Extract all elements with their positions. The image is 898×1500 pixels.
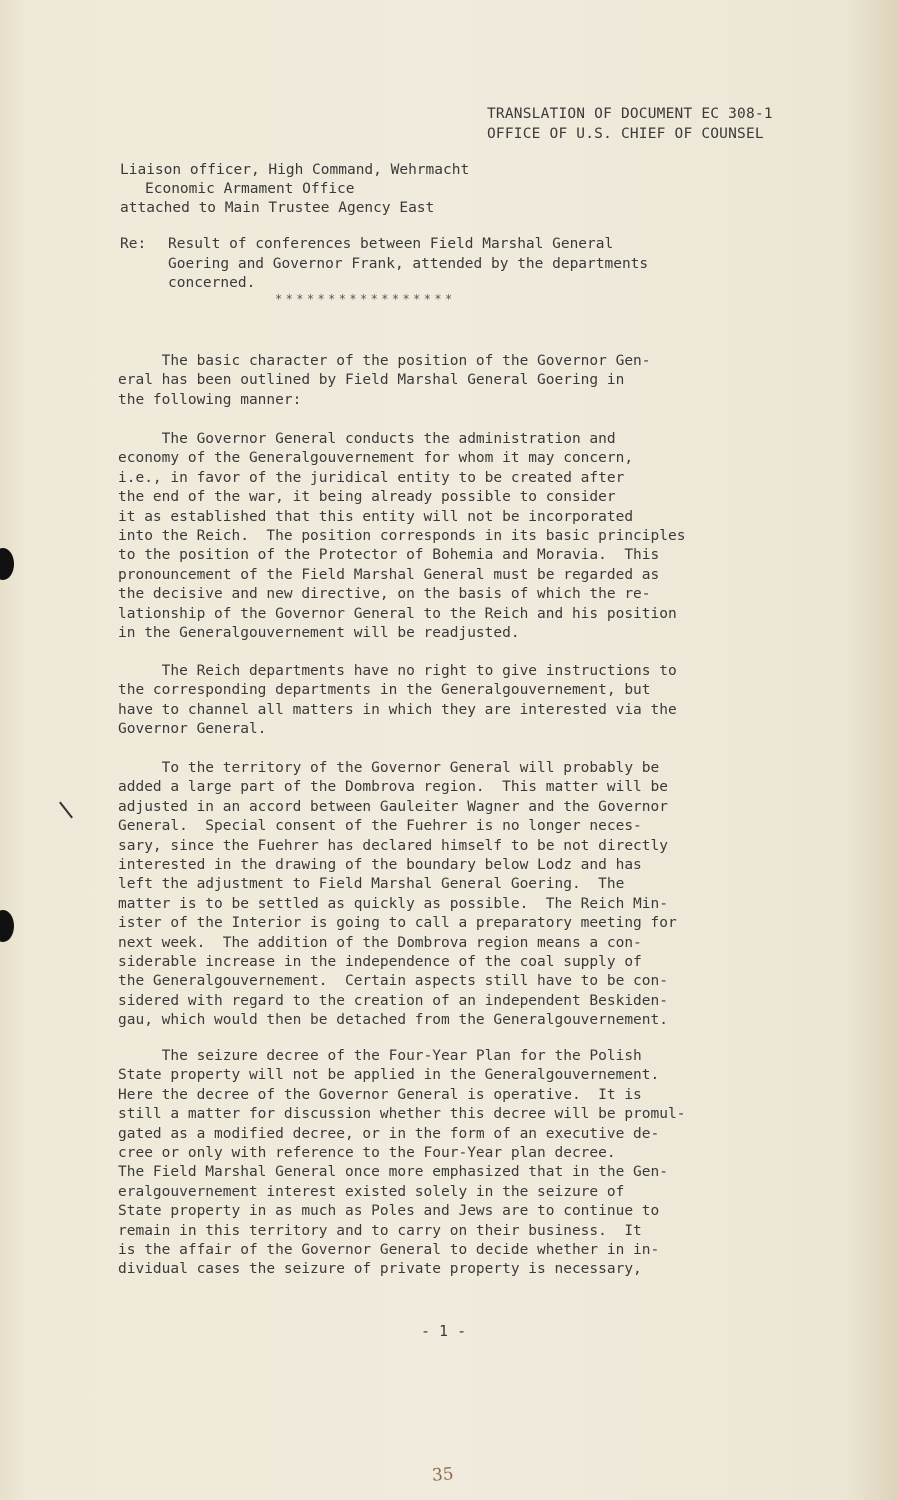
text-line: i.e., in favor of the juridical entity to be created after xyxy=(118,469,625,486)
text-line: it as established that this entity will not be incorporated xyxy=(118,508,634,525)
text-line: matter is to be settled as quickly as possible. The Reich Min- xyxy=(118,895,668,912)
paragraph-3 xyxy=(118,662,758,740)
text-line: the corresponding departments in the Generalgouvernement, but xyxy=(118,682,651,699)
subject-label: Re: xyxy=(120,236,147,252)
addressee-line-3: attached to Main Trustee Agency East xyxy=(120,200,435,216)
text-line: lationship of the Governor General to the Reich and his position xyxy=(118,605,677,622)
text-line: cree or only with reference to the Four-Year plan decree. xyxy=(118,1144,616,1161)
text-line: economy of the Generalgouvernement for whom it may concern, xyxy=(118,450,634,467)
text-line: The basic character of the position of the Governor Gen- xyxy=(118,353,651,369)
addressee-line-1: Liaison officer, High Command, Wehrmacht xyxy=(120,162,470,178)
margin-mark xyxy=(59,802,73,819)
subject-line-1: Result of conferences between Field Marshal General xyxy=(168,236,614,252)
text-line: the Generalgouvernement. Certain aspects still have to be con- xyxy=(118,973,668,990)
text-line: The Governor General conducts the administration and xyxy=(118,431,616,447)
text-line: interested in the drawing of the boundary below Lodz and has xyxy=(118,856,642,873)
paragraph-4 xyxy=(118,759,758,1030)
text-line: next week. The addition of the Dombrova region means a con- xyxy=(118,934,642,951)
text-line: added a large part of the Dombrova region. This matter will be xyxy=(118,779,668,796)
text-line: to the position of the Protector of Bohemia and Moravia. This xyxy=(118,547,660,564)
text-line: The Field Marshal General once more emphasized that in the Gen- xyxy=(118,1164,668,1181)
text-line: have to channel all matters in which they are interested via the xyxy=(118,701,677,718)
page-number: - 1 - xyxy=(421,1322,467,1340)
text-line: State property in as much as Poles and Jews are to continue to xyxy=(118,1203,660,1220)
text-line: the following manner: xyxy=(118,391,302,408)
text-line: gau, which would then be detached from the Generalgouvernement. xyxy=(118,1012,668,1029)
text-line: still a matter for discussion whether this decree will be promul- xyxy=(118,1106,686,1123)
document-header-line-1: TRANSLATION OF DOCUMENT EC 308-1 xyxy=(487,106,773,122)
subject-line-2: Goering and Governor Frank, attended by the departments xyxy=(168,256,649,272)
text-line: Here the decree of the Governor General is operative. It is xyxy=(118,1086,642,1103)
text-line: adjusted in an accord between Gauleiter Wagner and the Governor xyxy=(118,798,668,815)
text-line: dividual cases the seizure of private property is necessary, xyxy=(118,1261,642,1278)
paragraph-1 xyxy=(118,352,758,410)
document-header-line-2: OFFICE OF U.S. CHIEF OF COUNSEL xyxy=(487,126,764,142)
paragraph-5 xyxy=(118,1047,758,1280)
text-line: into the Reich. The position corresponds in its basic principles xyxy=(118,527,686,544)
text-line: ister of the Interior is going to call a preparatory meeting for xyxy=(118,915,677,932)
text-line: The seizure decree of the Four-Year Plan for the Polish xyxy=(118,1048,642,1064)
text-line: pronouncement of the Field Marshal General must be regarded as xyxy=(118,566,660,583)
subject-line-3: concerned. xyxy=(168,275,256,291)
text-line: eral has been outlined by Field Marshal General Goering in xyxy=(118,372,625,389)
text-line: General. Special consent of the Fuehrer is no longer neces- xyxy=(118,818,642,835)
text-line: in the Generalgouvernement will be readjusted. xyxy=(118,624,520,641)
text-line: To the territory of the Governor General will probably be xyxy=(118,760,660,776)
punch-hole xyxy=(0,910,14,942)
text-line: sary, since the Fuehrer has declared himself to be not directly xyxy=(118,837,668,854)
addressee-line-2: Economic Armament Office xyxy=(145,181,355,197)
text-line: remain in this territory and to carry on their business. It xyxy=(118,1222,642,1239)
paragraph-2 xyxy=(118,430,758,643)
handwritten-page-number: 35 xyxy=(431,1464,455,1486)
text-line: left the adjustment to Field Marshal General Goering. The xyxy=(118,876,625,893)
text-line: the decisive and new directive, on the basis of which the re- xyxy=(118,586,651,603)
subject-separator: ***************** xyxy=(275,292,456,306)
text-line: the end of the war, it being already possible to consider xyxy=(118,489,616,506)
text-line: State property will not be applied in the Generalgouvernement. xyxy=(118,1067,660,1084)
punch-hole xyxy=(0,548,14,580)
text-line: gated as a modified decree, or in the form of an executive de- xyxy=(118,1125,660,1142)
text-line: Governor General. xyxy=(118,721,267,738)
text-line: sidered with regard to the creation of an independent Beskiden- xyxy=(118,992,668,1009)
text-line: siderable increase in the independence of the coal supply of xyxy=(118,953,642,970)
text-line: eralgouvernement interest existed solely in the seizure of xyxy=(118,1183,625,1200)
text-line: is the affair of the Governor General to decide whether in in- xyxy=(118,1241,660,1258)
text-line: The Reich departments have no right to give instructions to xyxy=(118,663,677,679)
